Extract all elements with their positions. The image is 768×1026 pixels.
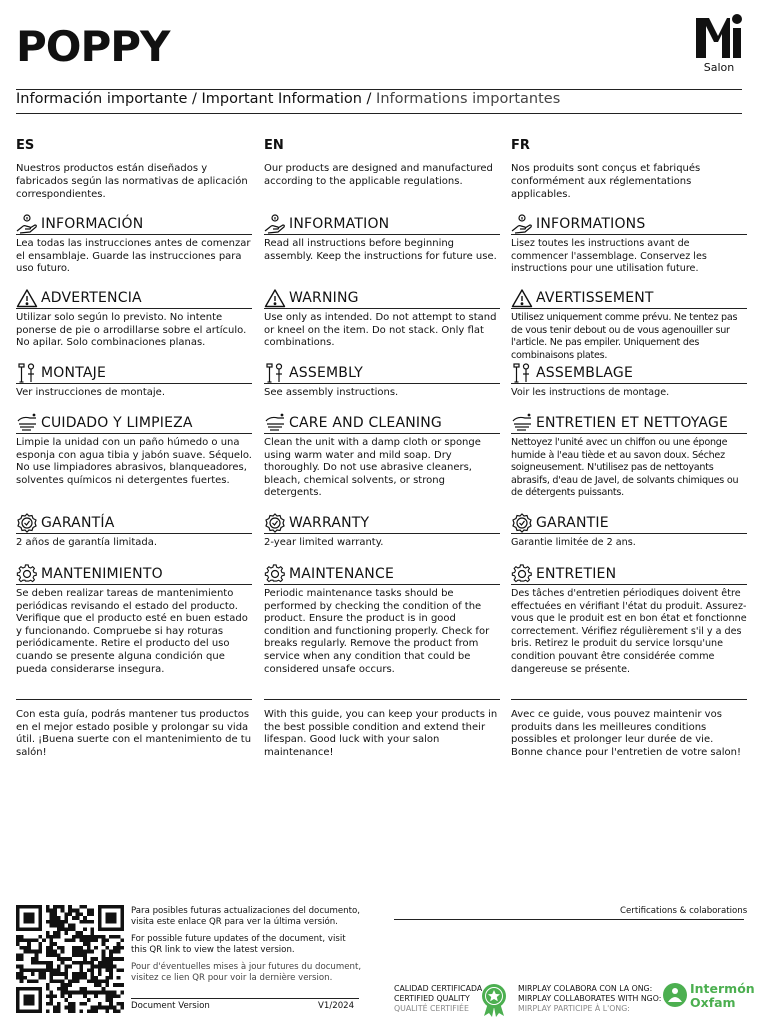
section-care [511,412,747,500]
hand-info-icon [16,214,38,234]
gear-icon [511,564,533,584]
section-title: ENTRETIEN [536,565,617,582]
section-care [264,412,500,500]
section-title: CUIDADO Y LIMPIEZA [41,414,193,431]
section-body: Use only as intended. Do not attempt to stand or kneel on the item. Do not stack. Only flat combinations. [264,312,497,349]
cleaning-hand-icon [16,413,38,433]
section-title: MANTENIMIENTO [41,565,163,582]
warranty-badge-icon [264,513,286,533]
subtitle-divider [16,113,742,114]
subtitle-separator: / [187,91,202,107]
section-care [16,412,252,487]
section-body: Des tâches d'entretien périodiques doivent être effectuées en vérifiant l'état du produit. Assurez-vous que le produit est en bon état et fonctionne correctement. Vérifiez régulièrement s'il y a des bris. Retirez le produit du service lorsqu'une condition pouvant être considérée comme dangereuse se présente. [511,588,747,675]
language-code: ES [16,138,35,153]
section-body: Nettoyez l'unité avec un chiffon ou une éponge humide à l'eau tiède et au savon doux. Séchez soigneusement. N'utilisez pas de nettoyants abrasifs, d'eau de Javel, de solvants chimiques ou de détergents puissants. [511,437,739,499]
section-information [16,213,252,276]
document-version: V1/2024 [318,1001,355,1011]
section-information [264,213,500,263]
section-title: ASSEMBLAGE [536,364,634,381]
footer-divider [131,998,359,999]
page-subtitle [16,91,560,107]
section-assembly [511,362,747,400]
closing-divider [264,699,500,700]
qr-note-en: For possible future updates of the document, visit this QR link to view the latest version. [131,934,346,955]
product-title: POPPY [16,22,170,71]
document-version-label: Document Version [131,1001,210,1011]
tools-icon [16,363,38,383]
section-body: 2-year limited warranty. [264,537,384,548]
section-warranty [264,512,500,550]
closing-text: Avec ce guide, vous pouvez maintenir vos produits dans les meilleures conditions possibles et prolonger leur durée de vie. Bonne chance pour l'entretien de votre salon! [511,709,741,758]
section-body: Ver instrucciones de montaje. [16,387,166,398]
intro-text: Our products are designed and manufactured according to the applicable regulations. [264,163,493,187]
section-title: INFORMATIONS [536,215,646,232]
section-maintenance [511,563,747,676]
section-title: INFORMATION [289,215,390,232]
section-warranty [511,512,747,550]
warning-triangle-icon [16,288,38,308]
section-warning [264,287,500,350]
section-title: GARANTIE [536,514,609,531]
subtitle-separator: / [361,91,377,107]
language-code: EN [264,138,284,153]
subtitle-es: Información importante [16,91,188,107]
section-body: Lisez toutes les instructions avant de commencer l'assemblage. Conservez les instructions pour une utilisation future. [511,238,707,275]
section-title: WARRANTY [289,514,370,531]
closing-text: Con esta guía, podrás mantener tus productos en el mejor estado posible y prolongar su vida útil. ¡Buena suerte con el mantenimiento de tu salón! [16,709,252,758]
hand-info-icon [511,214,533,234]
section-maintenance [16,563,252,676]
quality-medal-icon [480,983,508,1017]
subtitle-en: Important Information [201,91,362,107]
section-body: Periodic maintenance tasks should be performed by checking the condition of the product. Ensure the product is in good condition and functioning properly. Check for breaks regularly. Remove the product from service when any condition that could be considered unsafe occurs. [264,588,490,675]
section-title: INFORMACIÓN [41,215,144,232]
closing-divider [511,699,747,700]
section-warning [511,287,747,362]
cleaning-hand-icon [264,413,286,433]
section-assembly [264,362,500,400]
oxfam-name: Intermón Oxfam [690,981,755,1010]
section-title: ENTRETIEN ET NETTOYAGE [536,414,729,431]
section-body: Se deben realizar tareas de mantenimiento periódicas revisando el estado del producto. Verifique que el producto esté en buen estado y funcionando. Compruebe si hay roturas periódicamente. Retire el producto del uso cuando se presente alguna condición que pueda considerarse insegura. [16,588,248,675]
section-title: MONTAJE [41,364,106,381]
certifications-divider [394,919,744,920]
cleaning-hand-icon [511,413,533,433]
qr-code[interactable] [16,905,124,1013]
section-body: See assembly instructions. [264,387,399,398]
gear-icon [264,564,286,584]
section-title: AVERTISSEMENT [536,289,654,306]
section-title: CARE AND CLEANING [289,414,442,431]
section-body: Garantie limitée de 2 ans. [511,537,636,548]
section-title: WARNING [289,289,359,306]
certified-quality-text: CALIDAD CERTIFICADA CERTIFIED QUALITY QUALITÉ CERTIFIÉE [394,984,483,1013]
closing-divider [16,699,252,700]
brand-logo [694,10,744,76]
section-assembly [16,362,252,400]
tools-icon [264,363,286,383]
section-body: Limpie la unidad con un paño húmedo o una esponja con agua tibia y jabón suave. Séquelo. No use limpiadores abrasivos, blanqueadores, solventes químicos ni detergentes fuertes. [16,437,252,486]
section-body: Voir les instructions de montage. [511,387,670,398]
warning-triangle-icon [511,288,533,308]
section-maintenance [264,563,500,676]
certifications-label: Certifications & colaborations [620,906,748,916]
warranty-badge-icon [511,513,533,533]
logo-salon-text: Salon [703,61,735,74]
section-title: ASSEMBLY [289,364,363,381]
intro-text: Nuestros productos están diseñados y fabricados según las normativas de aplicación correspondientes. [16,163,248,200]
language-code: FR [511,138,530,153]
gear-icon [16,564,38,584]
header-divider [16,89,742,90]
section-warning [16,287,252,350]
warranty-badge-icon [16,513,38,533]
section-body: Read all instructions before beginning assembly. Keep the instructions for future use. [264,238,497,262]
section-body: Utilizar solo según lo previsto. No intente ponerse de pie o arrodillarse sobre el artículo. No apilar. Solo combinaciones planas. [16,312,247,349]
ngo-collaboration-text: MIRPLAY COLABORA CON LA ONG: MIRPLAY COLLABORATES WITH NGO: MIRPLAY PARTICIPE À L'ONG: [518,984,662,1013]
section-body: Lea todas las instrucciones antes de comenzar el ensamblaje. Guarde las instrucciones para uso futuro. [16,238,251,275]
section-title: MAINTENANCE [289,565,394,582]
section-warranty [16,512,252,550]
section-title: ADVERTENCIA [41,289,142,306]
warning-triangle-icon [264,288,286,308]
section-body: Clean the unit with a damp cloth or sponge using warm water and mild soap. Dry thoroughly. Do not use abrasive cleaners, bleach, chemical solvents, or strong detergents. [264,437,481,499]
section-information [511,213,747,276]
oxfam-logo-icon [662,982,688,1008]
tools-icon [511,363,533,383]
section-body: 2 años de garantía limitada. [16,537,158,548]
intro-text: Nos produits sont conçus et fabriqués conformément aux réglementations applicables. [511,163,701,200]
hand-info-icon [264,214,286,234]
qr-note-es: Para posibles futuras actualizaciones del documento, visita este enlace QR para ver la última versión. [131,906,360,927]
section-title: GARANTÍA [41,514,115,531]
qr-note-fr: Pour d'éventuelles mises à jour futures du document, visitez ce lien QR pour voir la dernière version. [131,962,362,983]
subtitle-fr: Informations importantes [376,91,561,107]
section-body: Utilisez uniquement comme prévu. Ne tentez pas de vous tenir debout ou de vous agenouiller sur l'article. Ne pas empiler. Uniquement des combinaisons plates. [511,312,738,361]
closing-text: With this guide, you can keep your products in the best possible condition and extend their lifespan. Good luck with your salon maintenance! [264,709,498,758]
